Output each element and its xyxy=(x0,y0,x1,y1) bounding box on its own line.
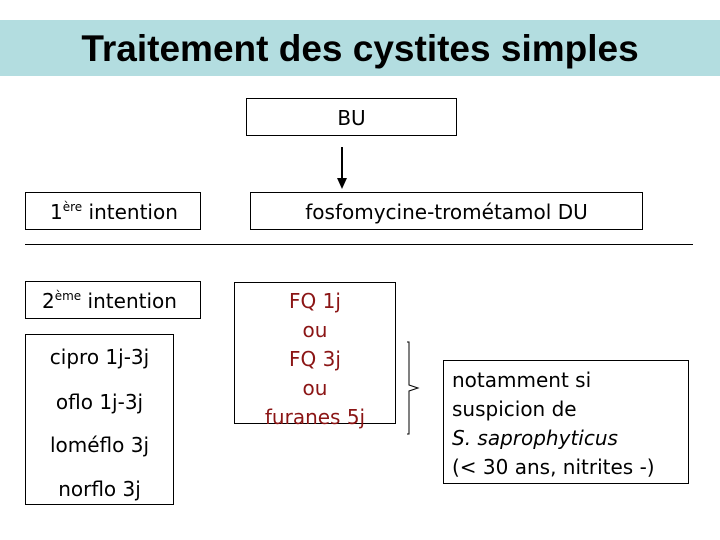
bu-label: BU xyxy=(337,106,366,130)
option-or-1: ou xyxy=(302,318,328,342)
first-treatment-label: fosfomycine-trométamol DU xyxy=(305,200,588,224)
second-intention-number: 2 xyxy=(42,289,55,313)
first-intention-box xyxy=(25,192,201,230)
note-line-1: notamment si xyxy=(452,368,592,392)
note-condition: (< 30 ans, nitrites -) xyxy=(452,455,655,479)
down-arrow xyxy=(330,145,354,190)
option-furanes: furanes 5j xyxy=(264,405,366,429)
second-intention-label: intention xyxy=(81,289,177,313)
bracket xyxy=(398,340,424,436)
first-treatment-box xyxy=(250,192,643,230)
note-line-2: suspicion de xyxy=(452,397,577,421)
bu-box xyxy=(246,98,457,136)
drug-cipro: cipro 1j-3j xyxy=(49,345,150,369)
section-divider xyxy=(25,244,693,245)
option-fq-3j: FQ 3j xyxy=(289,347,341,371)
first-intention-suffix: ère xyxy=(62,200,83,214)
drug-norflo: norflo 3j xyxy=(58,477,141,501)
page-title: Traitement des cystites simples xyxy=(81,28,639,69)
first-intention-label: intention xyxy=(82,200,178,224)
option-or-2: ou xyxy=(302,376,328,400)
drug-lomeflo: loméflo 3j xyxy=(49,433,150,457)
note-organism: S. saprophyticus xyxy=(452,426,618,450)
first-intention-number: 1 xyxy=(50,200,63,224)
second-intention-suffix: ème xyxy=(54,289,82,303)
option-fq-1j: FQ 1j xyxy=(289,289,341,313)
second-intention-box xyxy=(25,281,201,319)
drug-oflo: oflo 1j-3j xyxy=(55,390,144,414)
